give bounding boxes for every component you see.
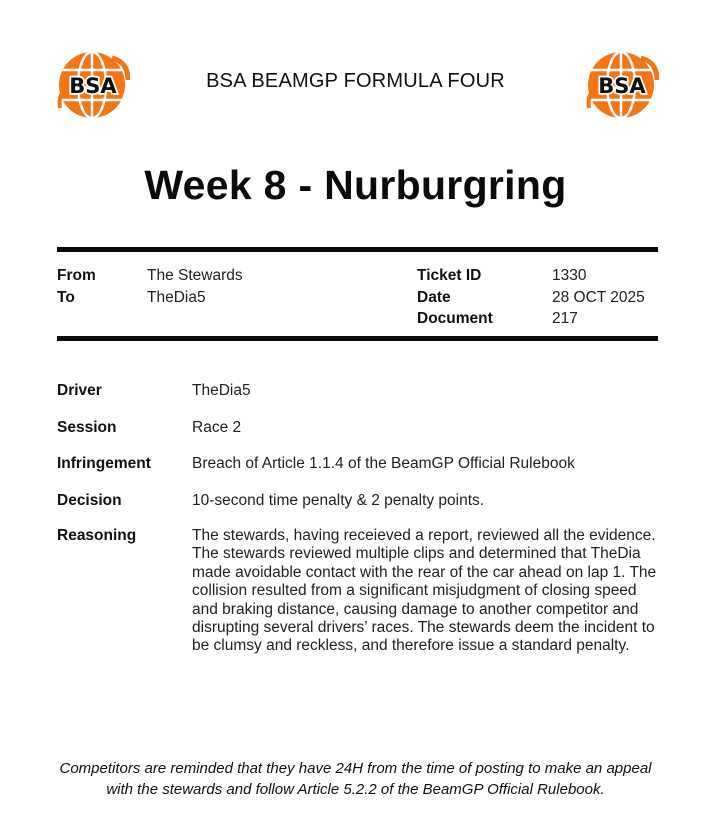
driver-label: Driver: [57, 382, 102, 399]
bsa-logo-text: BSA: [69, 74, 117, 98]
infringement-label: Infringement: [57, 455, 151, 472]
date-value: 28 OCT 2025: [552, 289, 645, 306]
divider-bottom: [57, 336, 658, 341]
series-name: BSA BEAMGP FORMULA FOUR: [206, 70, 505, 92]
bsa-logo-text: BSA: [598, 74, 646, 98]
session-value: Race 2: [192, 419, 242, 436]
session-label: Session: [57, 419, 117, 436]
from-value: The Stewards: [147, 267, 243, 284]
document-title: Week 8 - Nurburgring: [144, 162, 567, 208]
to-value: TheDia5: [147, 289, 206, 306]
ticket-id-label: Ticket ID: [417, 267, 482, 284]
reasoning-label: Reasoning: [57, 527, 137, 544]
divider-top: [57, 247, 658, 252]
date-label: Date: [417, 289, 451, 306]
document-value: 217: [552, 310, 578, 327]
decision-label: Decision: [57, 492, 122, 509]
ticket-id-value: 1330: [552, 267, 587, 284]
reasoning-value: The stewards, having receieved a report, reviewed all the evidence. The stewards reviewed multiple clips and determined that TheDia made avoidable contact with the rear of the car ahead on lap 1. The collision resulted from a significant misjudgment of closing speed and braking distance, causing damage to another competitor and disrupting several drivers’ races. The stewards deem the incident to be clumsy and reckless, and therefore issue a standard penalty.: [192, 527, 657, 655]
document-label: Document: [417, 310, 493, 327]
appeal-notice: Competitors are reminded that they have 24H from the time of posting to make an appeal with the stewards and follow Article 5.2.2 of the BeamGP Official Rulebook.: [59, 760, 652, 798]
infringement-value: Breach of Article 1.1.4 of the BeamGP Official Rulebook: [192, 455, 575, 472]
bsa-logo-right: [585, 50, 659, 120]
to-label: To: [57, 289, 75, 306]
decision-value: 10-second time penalty & 2 penalty points.: [192, 492, 485, 509]
driver-value: TheDia5: [192, 382, 251, 399]
from-label: From: [57, 267, 96, 284]
